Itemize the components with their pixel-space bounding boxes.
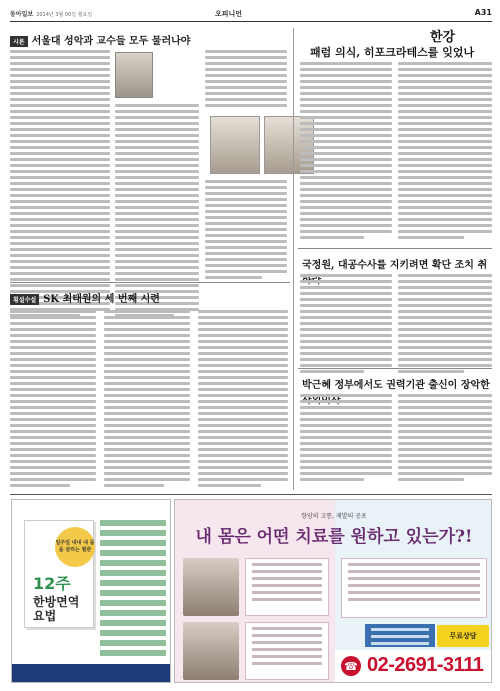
issue-date: 2014년 3월 00일 월요일 <box>36 12 93 18</box>
hangang-title: 패럼 의식, 히포크라테스를 잊었나 <box>310 46 475 59</box>
book-store-list <box>100 520 166 670</box>
book-ad-footer <box>12 664 170 682</box>
book-badge: 일주일 내내 내 몸을 살리는 혈관 <box>55 527 95 567</box>
section-divider <box>298 368 492 369</box>
sisun-body-col2 <box>115 104 199 320</box>
gukjeong-body-col2 <box>398 274 492 376</box>
columnist-portrait <box>115 52 153 98</box>
section-title: 오피니언 <box>215 10 243 18</box>
clinic-advertisement[interactable] <box>174 499 492 683</box>
clinic-info-box <box>245 558 329 616</box>
sk-title: SK 최태원의 세 번째 시련 <box>43 294 160 305</box>
sk-body-col2 <box>104 310 190 490</box>
columnist-byline <box>158 54 202 61</box>
masthead <box>10 8 492 22</box>
book-title-line2: 한방면역 요법 <box>33 595 80 623</box>
book-advertisement[interactable] <box>11 499 171 683</box>
page-number: A31 <box>474 8 492 17</box>
sisun-body-col1 <box>10 50 110 320</box>
sk-tag: 횡설수설 <box>10 294 39 305</box>
ad-divider <box>10 494 492 495</box>
clinic-info-box <box>245 622 329 680</box>
newspaper-page <box>10 8 492 684</box>
clinic-headline: 내 몸은 어떤 치료를 원하고 있는가?! <box>195 527 473 547</box>
gukjeong-body-col1 <box>300 274 392 376</box>
news-photo <box>210 116 260 174</box>
sisun-body-col3 <box>205 50 287 110</box>
phone-icon: ☎ <box>341 656 361 676</box>
consult-banner <box>365 624 435 647</box>
sk-headline <box>10 290 160 305</box>
hangang-body-col1 <box>300 62 392 242</box>
hangang-tag: 한강 <box>430 30 456 45</box>
free-consult-badge[interactable]: 무료상담 <box>437 625 489 647</box>
hangang-body-col2 <box>398 62 492 242</box>
sisun-title: 서울대 성악과 교수들 모두 물러나야 <box>31 36 191 47</box>
paper-name <box>10 9 92 18</box>
doctor-photo <box>183 558 239 616</box>
sk-body-col1 <box>10 310 96 490</box>
sisun-body-col3b <box>205 180 287 282</box>
sisun-tag: 시론 <box>10 36 28 47</box>
phone-number[interactable]: 02-2691-3111 <box>367 654 484 676</box>
sisun-headline <box>10 32 190 47</box>
clinic-detail-box <box>341 558 487 618</box>
phone-bar[interactable] <box>335 650 492 683</box>
book-cover <box>24 520 94 628</box>
section-divider <box>298 248 492 249</box>
sisun-photo-row <box>210 116 314 174</box>
section-divider <box>10 282 290 283</box>
park-body-col1 <box>300 394 392 484</box>
clinic-top-line: 항암의 고통, 재발의 공포 <box>301 513 367 520</box>
doctor-photo <box>183 622 239 680</box>
book-title-line1: 12주 <box>33 574 71 593</box>
park-body-col2 <box>398 394 492 484</box>
sk-body-col3 <box>198 310 288 490</box>
park-title: 박근혜 정부에서도 권력기관 출신이 장악한 <box>302 380 490 391</box>
paper-title: 동아일보 <box>10 11 34 18</box>
column-divider <box>293 28 294 490</box>
gukjeong-title: 국정원, 대공수사를 지키려면 확단 조치 취 <box>302 260 488 271</box>
